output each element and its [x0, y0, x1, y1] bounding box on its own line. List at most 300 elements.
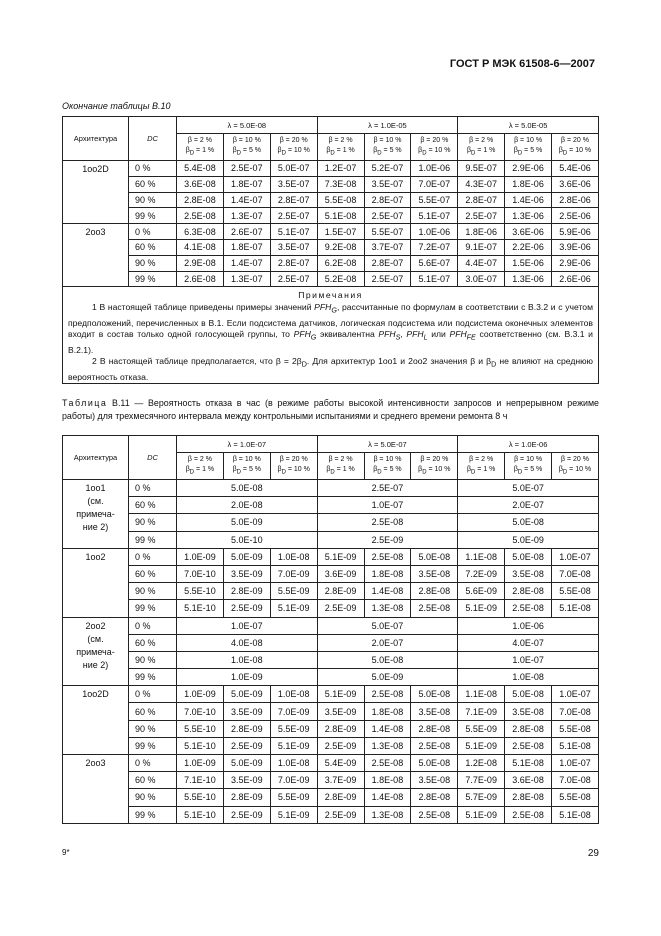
value-cell: 4.1E-08 — [177, 239, 224, 255]
header-beta — [552, 453, 599, 480]
value-cell: 7.0E-09 — [270, 565, 317, 582]
beta-d-subscript: D — [236, 469, 241, 476]
value-cell: 1.0E-07 — [552, 548, 599, 565]
value-cell: 2.8E-09 — [223, 720, 270, 737]
table-b11-caption-label: Таблица — [62, 398, 108, 408]
value-cell: 7.2E-09 — [458, 565, 505, 582]
value-cell: 5.1E-07 — [411, 208, 458, 224]
beta-d-symbol: β — [373, 146, 378, 154]
value-cell: 5.1E-09 — [270, 806, 317, 823]
table-row — [63, 737, 599, 754]
value-cell: 2.0E-07 — [458, 497, 599, 514]
value-cell: 5.5E-10 — [177, 583, 224, 600]
header-beta — [411, 134, 458, 161]
value-cell: 7.0E-09 — [270, 703, 317, 720]
dc-cell: 0 % — [129, 161, 177, 177]
beta-label: β = 2 % — [328, 455, 353, 463]
value-cell: 7.0E-07 — [411, 176, 458, 192]
dc-cell: 99 % — [129, 669, 177, 686]
value-cell: 2.5E-07 — [364, 208, 411, 224]
beta-d-symbol: β — [232, 146, 237, 154]
value-cell: 1.3E-07 — [223, 271, 270, 287]
value-cell: 5.5E-09 — [270, 583, 317, 600]
beta-label: β = 2 % — [187, 136, 212, 144]
value-cell: 5.1E-09 — [458, 806, 505, 823]
value-cell: 5.0E-07 — [458, 480, 599, 497]
value-cell: 5.1E-09 — [317, 548, 364, 565]
beta-d-label: = 5 % — [381, 465, 402, 473]
beta-label: β = 20 % — [561, 455, 589, 463]
header-beta — [458, 134, 505, 161]
value-cell: 5.2E-08 — [317, 271, 364, 287]
value-cell: 1.0E-06 — [411, 224, 458, 240]
value-cell: 2.5E-08 — [505, 806, 552, 823]
value-cell: 1.8E-08 — [364, 703, 411, 720]
architecture-cell: 1oo2D — [63, 161, 129, 224]
table-row — [63, 669, 599, 686]
value-cell: 5.0E-08 — [411, 686, 458, 703]
table-row — [63, 617, 599, 634]
value-cell: 2.8E-09 — [317, 583, 364, 600]
value-cell: 2.8E-09 — [223, 789, 270, 806]
dc-cell: 90 % — [129, 514, 177, 531]
architecture-cell: 2oo3 — [63, 224, 129, 287]
value-cell: 1.4E-08 — [364, 720, 411, 737]
header-architecture: Архитектура — [63, 117, 129, 161]
header-beta — [364, 134, 411, 161]
value-cell: 5.5E-08 — [317, 192, 364, 208]
dc-cell: 0 % — [129, 224, 177, 240]
value-cell: 2.5E-08 — [364, 755, 411, 772]
value-cell: 5.0E-09 — [317, 669, 458, 686]
table-row — [63, 531, 599, 548]
table-row — [63, 720, 599, 737]
value-cell: 1.1E-08 — [458, 686, 505, 703]
beta-d-subscript: D — [189, 469, 195, 476]
value-cell: 1.3E-06 — [505, 271, 552, 287]
beta-d-symbol: β — [418, 465, 423, 473]
header-beta — [505, 134, 552, 161]
value-cell: 5.4E-08 — [177, 161, 224, 177]
value-cell: 5.0E-07 — [317, 617, 458, 634]
value-cell: 2.2E-06 — [505, 239, 552, 255]
beta-d-symbol: β — [466, 465, 471, 473]
value-cell: 9.2E-08 — [317, 239, 364, 255]
value-cell: 5.0E-09 — [458, 531, 599, 548]
dc-cell: 90 % — [129, 192, 177, 208]
value-cell: 7.7E-09 — [458, 772, 505, 789]
notes-title: Примечания — [298, 290, 363, 301]
value-cell: 2.5E-07 — [270, 271, 317, 287]
beta-d-subscript: D — [330, 150, 335, 157]
value-cell: 2.8E-08 — [505, 789, 552, 806]
table-row — [63, 789, 599, 806]
architecture-cell: 2oo3 — [63, 755, 129, 824]
value-cell: 1.4E-06 — [505, 192, 552, 208]
table-row — [63, 806, 599, 823]
value-cell: 2.8E-08 — [411, 789, 458, 806]
beta-d-subscript: D — [377, 469, 382, 476]
beta-d-label: = 5 % — [240, 146, 262, 154]
value-cell: 2.8E-06 — [552, 192, 599, 208]
dc-cell: 90 % — [129, 583, 177, 600]
value-cell: 1.3E-06 — [505, 208, 552, 224]
beta-d-subscript: D — [330, 469, 335, 476]
beta-label: β = 10 % — [232, 455, 261, 463]
dc-cell: 99 % — [129, 271, 177, 287]
value-cell: 2.8E-09 — [317, 789, 364, 806]
beta-d-label: = 5 % — [522, 465, 543, 473]
beta-d-label: = 5 % — [240, 465, 262, 473]
value-cell: 1.2E-07 — [317, 161, 364, 177]
value-cell: 3.5E-09 — [317, 703, 364, 720]
value-cell: 5.0E-08 — [317, 651, 458, 668]
value-cell: 5.9E-06 — [552, 224, 599, 240]
table-row — [63, 224, 599, 240]
beta-label: β = 10 % — [514, 455, 543, 463]
value-cell: 5.0E-07 — [270, 161, 317, 177]
value-cell: 7.1E-10 — [177, 772, 224, 789]
value-cell: 5.4E-06 — [552, 161, 599, 177]
value-cell: 5.1E-09 — [458, 600, 505, 617]
table-b11-body — [63, 480, 599, 824]
value-cell: 5.1E-09 — [270, 737, 317, 754]
value-cell: 7.0E-08 — [552, 565, 599, 582]
value-cell: 5.1E-09 — [458, 737, 505, 754]
value-cell: 2.8E-09 — [317, 720, 364, 737]
value-cell: 1.0E-09 — [177, 686, 224, 703]
value-cell: 7.1E-09 — [458, 703, 505, 720]
beta-d-symbol: β — [558, 465, 563, 473]
value-cell: 2.5E-08 — [505, 737, 552, 754]
dc-cell: 0 % — [129, 617, 177, 634]
table-row — [63, 161, 599, 177]
value-cell: 1.0E-09 — [177, 755, 224, 772]
value-cell: 2.6E-06 — [552, 271, 599, 287]
value-cell: 5.2E-07 — [364, 161, 411, 177]
architecture-cell: 1oo2 — [63, 548, 129, 617]
value-cell: 2.5E-09 — [317, 806, 364, 823]
header-beta — [458, 453, 505, 480]
beta-d-symbol: β — [326, 465, 331, 473]
note-2: 2 В настоящей таблице предполагается, что $\beta = 2\beta_D$. Для архитектур 1оо1 и 2оо2 значения β и $\beta_D$ не влияют на среднюю вероятность отказа. — [68, 356, 593, 382]
dc-cell: 0 % — [129, 480, 177, 497]
value-cell: 2.5E-07 — [317, 480, 458, 497]
header-beta — [411, 453, 458, 480]
value-cell: 5.6E-09 — [458, 583, 505, 600]
value-cell: 5.6E-07 — [411, 255, 458, 271]
table-row — [63, 271, 599, 287]
header-beta — [177, 134, 224, 161]
header-beta — [223, 134, 270, 161]
value-cell: 2.5E-09 — [317, 737, 364, 754]
beta-d-symbol: β — [373, 465, 378, 473]
dc-cell: 90 % — [129, 720, 177, 737]
value-cell: 2.5E-09 — [223, 600, 270, 617]
beta-d-subscript: D — [517, 150, 523, 157]
value-cell: 3.5E-08 — [505, 565, 552, 582]
value-cell: 5.5E-08 — [552, 720, 599, 737]
value-cell: 1.8E-07 — [223, 176, 270, 192]
value-cell: 3.6E-06 — [552, 176, 599, 192]
value-cell: 3.5E-09 — [223, 703, 270, 720]
header-beta — [317, 134, 364, 161]
value-cell: 5.5E-09 — [270, 789, 317, 806]
beta-label: β = 2 % — [469, 136, 494, 144]
table-row — [63, 208, 599, 224]
value-cell: 2.5E-09 — [317, 531, 458, 548]
value-cell: 1.0E-07 — [552, 686, 599, 703]
dc-cell: 60 % — [129, 565, 177, 582]
dc-cell: 60 % — [129, 497, 177, 514]
table-row — [63, 583, 599, 600]
value-cell: 5.5E-08 — [552, 789, 599, 806]
header-lambda: λ = 1.0E-06 — [458, 436, 599, 453]
value-cell: 5.1E-10 — [177, 600, 224, 617]
value-cell: 7.0E-08 — [552, 772, 599, 789]
beta-d-subscript: D — [422, 469, 427, 476]
beta-d-label: = 10 % — [567, 146, 592, 154]
beta-label: β = 10 % — [373, 136, 402, 144]
value-cell: 5.0E-08 — [411, 548, 458, 565]
header-beta — [364, 453, 411, 480]
value-cell: 2.5E-08 — [411, 600, 458, 617]
value-cell: 3.6E-08 — [177, 176, 224, 192]
table-row — [63, 176, 599, 192]
value-cell: 3.7E-07 — [364, 239, 411, 255]
value-cell: 5.7E-09 — [458, 789, 505, 806]
table-row — [63, 255, 599, 271]
architecture-cell: 1oo1 (см. примеча- ние 2) — [63, 480, 129, 549]
value-cell: 2.5E-06 — [552, 208, 599, 224]
value-cell: 3.0E-07 — [458, 271, 505, 287]
value-cell: 7.2E-07 — [411, 239, 458, 255]
header-beta — [177, 453, 224, 480]
value-cell: 3.6E-08 — [505, 772, 552, 789]
beta-d-label: = 1 % — [475, 465, 496, 473]
beta-d-label: = 5 % — [381, 146, 402, 154]
header-beta — [552, 134, 599, 161]
value-cell: 1.0E-08 — [458, 669, 599, 686]
value-cell: 5.1E-09 — [270, 600, 317, 617]
value-cell: 3.5E-07 — [270, 239, 317, 255]
dc-cell: 99 % — [129, 531, 177, 548]
dc-cell: 60 % — [129, 176, 177, 192]
header-beta — [270, 453, 317, 480]
value-cell: 1.4E-07 — [223, 255, 270, 271]
beta-d-symbol: β — [277, 146, 282, 154]
value-cell: 2.9E-06 — [552, 255, 599, 271]
value-cell: 2.0E-07 — [317, 634, 458, 651]
header-lambda: λ = 5.0E-05 — [458, 117, 599, 134]
value-cell: 1.4E-08 — [364, 583, 411, 600]
value-cell: 2.5E-08 — [505, 600, 552, 617]
value-cell: 5.0E-08 — [505, 548, 552, 565]
table-row — [63, 686, 599, 703]
value-cell: 1.3E-08 — [364, 600, 411, 617]
header-beta — [270, 134, 317, 161]
architecture-cell: 1oo2D — [63, 686, 129, 755]
value-cell: 3.5E-09 — [223, 772, 270, 789]
value-cell: 1.0E-07 — [177, 617, 318, 634]
table-row — [63, 239, 599, 255]
value-cell: 1.0E-07 — [458, 651, 599, 668]
note-1: 1 В настоящей таблице приведены примеры значений $PFH_G$, рассчитанные по формулам в соответствии с В.3.2 и с учетом предположений, перечисленных в В.1. Если подсистема датчиков, логическая подсистема или подсистема оконечных элементов входит в состав только одной голосующей группы, то $PFH_G$ эквивалентна $PFH_S$, $PFH_L$ или $PFH_{FE}$ соответственно (см. В.3.1 и В.2.1). — [68, 302, 593, 355]
table-row — [63, 497, 599, 514]
dc-cell: 60 % — [129, 239, 177, 255]
beta-d-label: = 10 % — [426, 146, 451, 154]
value-cell: 3.5E-07 — [364, 176, 411, 192]
document-title: ГОСТ Р МЭК 61508-6—2007 — [449, 58, 595, 70]
beta-d-subscript: D — [189, 150, 195, 157]
beta-d-label: = 1 % — [194, 146, 215, 154]
value-cell: 2.5E-08 — [364, 548, 411, 565]
value-cell: 2.8E-07 — [364, 192, 411, 208]
table-b11-caption — [62, 397, 599, 422]
beta-d-symbol: β — [326, 146, 331, 154]
value-cell: 5.1E-08 — [552, 737, 599, 754]
value-cell: 1.0E-06 — [458, 617, 599, 634]
value-cell: 5.0E-08 — [458, 514, 599, 531]
beta-d-symbol: β — [277, 465, 282, 473]
beta-d-symbol: β — [185, 465, 190, 473]
value-cell: 4.0E-07 — [458, 634, 599, 651]
value-cell: 5.0E-08 — [505, 686, 552, 703]
dc-cell: 99 % — [129, 806, 177, 823]
value-cell: 9.1E-07 — [458, 239, 505, 255]
value-cell: 2.5E-07 — [364, 271, 411, 287]
beta-label: β = 20 % — [420, 136, 449, 144]
value-cell: 2.5E-08 — [317, 514, 458, 531]
beta-label: β = 10 % — [232, 136, 261, 144]
table-row — [63, 192, 599, 208]
value-cell: 5.1E-08 — [505, 755, 552, 772]
value-cell: 1.5E-07 — [317, 224, 364, 240]
dc-cell: 60 % — [129, 772, 177, 789]
beta-d-label: = 10 % — [426, 465, 451, 473]
header-beta — [317, 453, 364, 480]
header-architecture: Архитектура — [63, 436, 129, 480]
value-cell: 2.6E-07 — [223, 224, 270, 240]
value-cell: 1.0E-09 — [177, 548, 224, 565]
value-cell: 5.1E-08 — [552, 806, 599, 823]
value-cell: 2.8E-07 — [458, 192, 505, 208]
value-cell: 1.3E-08 — [364, 737, 411, 754]
beta-d-symbol: β — [558, 146, 563, 154]
value-cell: 4.4E-07 — [458, 255, 505, 271]
beta-label: β = 10 % — [373, 455, 402, 463]
value-cell: 1.0E-08 — [177, 651, 318, 668]
beta-d-label: = 10 % — [285, 465, 310, 473]
value-cell: 5.1E-10 — [177, 806, 224, 823]
value-cell: 2.5E-08 — [411, 806, 458, 823]
beta-d-subscript: D — [562, 150, 568, 157]
beta-label: β = 2 % — [187, 455, 212, 463]
value-cell: 2.8E-08 — [411, 720, 458, 737]
value-cell: 2.9E-08 — [177, 255, 224, 271]
beta-d-subscript: D — [471, 150, 476, 157]
dc-cell: 60 % — [129, 703, 177, 720]
value-cell: 2.5E-07 — [458, 208, 505, 224]
header-beta — [223, 453, 270, 480]
value-cell: 3.5E-08 — [411, 565, 458, 582]
beta-d-subscript: D — [281, 469, 286, 476]
dc-cell: 90 % — [129, 789, 177, 806]
value-cell: 2.8E-07 — [270, 255, 317, 271]
beta-label: β = 2 % — [328, 136, 353, 144]
value-cell: 5.5E-10 — [177, 789, 224, 806]
value-cell: 1.4E-08 — [364, 789, 411, 806]
value-cell: 3.9E-06 — [552, 239, 599, 255]
value-cell: 3.6E-06 — [505, 224, 552, 240]
table-row — [63, 565, 599, 582]
dc-cell: 0 % — [129, 548, 177, 565]
beta-d-symbol: β — [185, 146, 190, 154]
beta-d-symbol: β — [466, 146, 471, 154]
value-cell: 5.5E-07 — [364, 224, 411, 240]
beta-d-symbol: β — [232, 465, 237, 473]
beta-d-label: = 1 % — [475, 146, 496, 154]
beta-label: β = 20 % — [279, 136, 308, 144]
value-cell: 2.5E-09 — [223, 737, 270, 754]
dc-cell: 99 % — [129, 600, 177, 617]
beta-label: β = 20 % — [279, 455, 308, 463]
value-cell: 9.5E-07 — [458, 161, 505, 177]
value-cell: 5.5E-07 — [411, 192, 458, 208]
value-cell: 1.8E-07 — [223, 239, 270, 255]
table-b10-body — [63, 161, 599, 287]
value-cell: 2.8E-08 — [505, 583, 552, 600]
header-lambda: λ = 1.0E-07 — [177, 436, 318, 453]
value-cell: 2.8E-08 — [505, 720, 552, 737]
footer-mark: 9* — [62, 848, 70, 857]
value-cell: 2.5E-09 — [223, 806, 270, 823]
value-cell: 2.5E-07 — [223, 161, 270, 177]
beta-d-subscript: D — [377, 150, 382, 157]
dc-cell: 0 % — [129, 755, 177, 772]
beta-d-label: = 10 % — [285, 146, 310, 154]
beta-d-subscript: D — [471, 469, 476, 476]
value-cell: 3.5E-09 — [223, 565, 270, 582]
value-cell: 1.3E-07 — [223, 208, 270, 224]
header-beta — [505, 453, 552, 480]
table-row — [63, 548, 599, 565]
value-cell: 5.5E-09 — [458, 720, 505, 737]
beta-d-label: = 10 % — [567, 465, 592, 473]
value-cell: 1.5E-06 — [505, 255, 552, 271]
value-cell: 5.1E-09 — [317, 686, 364, 703]
value-cell: 2.8E-08 — [177, 192, 224, 208]
table-row — [63, 634, 599, 651]
table-row — [63, 514, 599, 531]
dc-cell: 90 % — [129, 255, 177, 271]
value-cell: 5.1E-08 — [552, 600, 599, 617]
value-cell: 1.8E-06 — [458, 224, 505, 240]
value-cell: 6.3E-08 — [177, 224, 224, 240]
beta-d-symbol: β — [513, 465, 518, 473]
value-cell: 2.5E-08 — [177, 208, 224, 224]
value-cell: 1.0E-07 — [552, 755, 599, 772]
value-cell: 2.8E-08 — [411, 583, 458, 600]
value-cell: 5.5E-10 — [177, 720, 224, 737]
beta-d-subscript: D — [562, 469, 568, 476]
value-cell: 2.5E-08 — [364, 686, 411, 703]
value-cell: 5.0E-09 — [223, 755, 270, 772]
dc-cell: 60 % — [129, 634, 177, 651]
value-cell: 1.2E-08 — [458, 755, 505, 772]
beta-d-symbol: β — [418, 146, 423, 154]
header-lambda: λ = 5.0E-08 — [177, 117, 318, 134]
